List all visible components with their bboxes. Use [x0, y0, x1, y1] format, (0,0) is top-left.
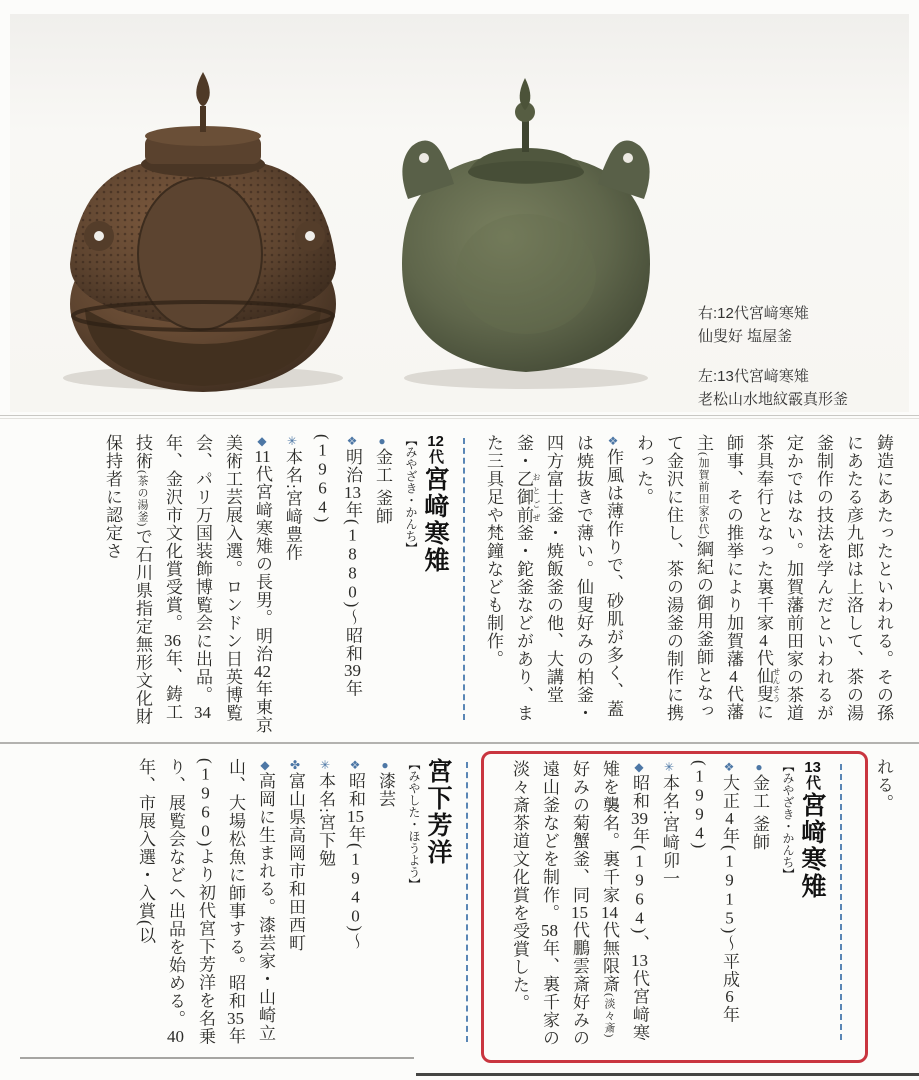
- field-mark-icon: ❖: [348, 758, 362, 772]
- entry-field: ✳本名:宮﨑豊作: [283, 434, 302, 562]
- entry-field: ✳本名:宮下勉: [316, 758, 335, 868]
- entry-heading: [406, 758, 455, 1056]
- entry-field: ✤富山県高岡市和田西町: [286, 758, 305, 952]
- entry-separator-line: [840, 764, 842, 1040]
- entry-name: 宮﨑寒雉: [798, 792, 826, 900]
- entry-heading: [780, 760, 829, 1054]
- field-mark-icon: ✤: [288, 758, 302, 772]
- caption-line: 仙叟好 塩屋釜: [698, 328, 793, 346]
- caption-line: 左:13代宮﨑寒雉: [698, 367, 809, 385]
- field-mark-icon: ❖: [606, 434, 620, 448]
- lead-paragraph: 鋳造にあたったといわれる。その孫にあたる彦九郎は上洛して、茶の湯釜制作の技法を学んだといわれるが定かではない。加賀藩前田家の茶道茶具奉行となった裏千家4代仙叟 せんそうに師事、その推挙により加賀藩4代藩主(加賀前田家5代)綱紀の御用釜師となって金沢に住し、茶の湯釜の制作に携わった。: [634, 434, 893, 722]
- entry-field: ●金工 釜師: [750, 760, 769, 852]
- entry-reading: 【みやざき・かんち】: [781, 760, 795, 880]
- caption-line: 右:12代宮﨑寒雉: [698, 305, 809, 322]
- entry-heading: [403, 434, 452, 734]
- field-mark-icon: ◆: [258, 758, 272, 772]
- entry-field: ●金工 釜師: [373, 434, 392, 526]
- photo-caption-left: [698, 365, 918, 412]
- field-mark-icon: ✳: [285, 434, 299, 448]
- field-mark-icon: ❖: [722, 760, 736, 774]
- field-mark-icon: ●: [752, 760, 766, 774]
- entry-field: ◆11代宮﨑寒雉の長男。明治42年東京美術工芸展入選。ロンドン日英博覧会、パリ万国装飾博覧会に出品。34年、金沢市文化賞受賞。36年、鋳工技術(茶の湯釜)で石川県指定無形文化財保持者に認定さ: [103, 434, 272, 734]
- field-mark-icon: ✳: [318, 758, 332, 772]
- kettle-left-illustration: [63, 72, 343, 392]
- field-mark-icon: ✳: [662, 760, 676, 774]
- kettle-right-illustration: [402, 78, 650, 389]
- entry-field: ◆昭和39年(1964)、13代宮﨑寒雉を襲名。裏千家14代無限斎(淡々斎)好みの菊蟹釜、同15代鵬雲斎好みの遠山釜などを制作。58年、裏千家の淡々斎茶道文化賞を受賞した。: [510, 760, 649, 1047]
- entry-generation: 12代: [427, 434, 444, 466]
- bottom-dark-rule: [416, 1073, 919, 1076]
- entry-field: ❖大正4年(1915)〜平成6年(1994): [690, 760, 739, 1024]
- style-paragraph: ❖作風は薄作りで、砂肌が多く、蓋は焼抜きで薄い。仙叟好みの柏釜・四方富士釜・焼飯釜の他、大講堂釜・乙御前 おとごぜ釜・鉈釜などがあり、また三具足や梵鐘なども制作。: [484, 434, 623, 722]
- entry-field: ✳本名:宮﨑卯一: [660, 760, 679, 888]
- caption-line: 老松山水地紋霰真形釜: [698, 390, 849, 408]
- photo-divider-rule: [0, 415, 919, 419]
- entry-miyashita-hoyo: [130, 758, 468, 1056]
- entry-12th-miyazaki-kanchi: [97, 434, 465, 734]
- photo-captions: [698, 302, 918, 427]
- section-divider-rule: [0, 742, 919, 744]
- photo-area: [10, 14, 909, 412]
- field-mark-icon: ●: [375, 434, 389, 448]
- entry-name: 宮下芳洋: [424, 758, 452, 866]
- entry-field: ❖昭和15年(1940)〜: [346, 758, 365, 951]
- bottom-left-rule: [20, 1057, 414, 1059]
- entry-name: 宮﨑寒雉: [421, 466, 449, 574]
- entry-field: ❖明治13年(1880)〜昭和39年(1964): [313, 434, 362, 698]
- field-mark-icon: ❖: [345, 434, 359, 448]
- entry-separator-line: [466, 762, 468, 1042]
- entry-field: ◆高岡に生まれる。漆芸家・山崎立山、大場松魚に師事する。昭和35年(1960)より初代宮下芳洋を名乗り、展覧会などへ出品を始める。40年、市展入選・入賞(以: [136, 758, 275, 1046]
- carryover-paragraph: れる。: [874, 758, 893, 812]
- entry-generation: 13代: [804, 760, 821, 792]
- field-mark-icon: ◆: [632, 760, 646, 774]
- entry-reading: 【みやざき・かんち】: [404, 434, 418, 554]
- upper-text-block: [22, 434, 898, 734]
- entry-field: ●漆芸: [376, 758, 395, 808]
- lower-text-block: [22, 758, 898, 1056]
- entry-13th-miyazaki-kanchi-highlighted: [481, 751, 868, 1063]
- entry-separator-line: [463, 438, 465, 720]
- photo-caption-right: [698, 302, 918, 349]
- entry-reading: 【みやした・ほうよう】: [407, 758, 421, 890]
- field-mark-icon: ●: [378, 758, 392, 772]
- field-mark-icon: ◆: [255, 434, 269, 448]
